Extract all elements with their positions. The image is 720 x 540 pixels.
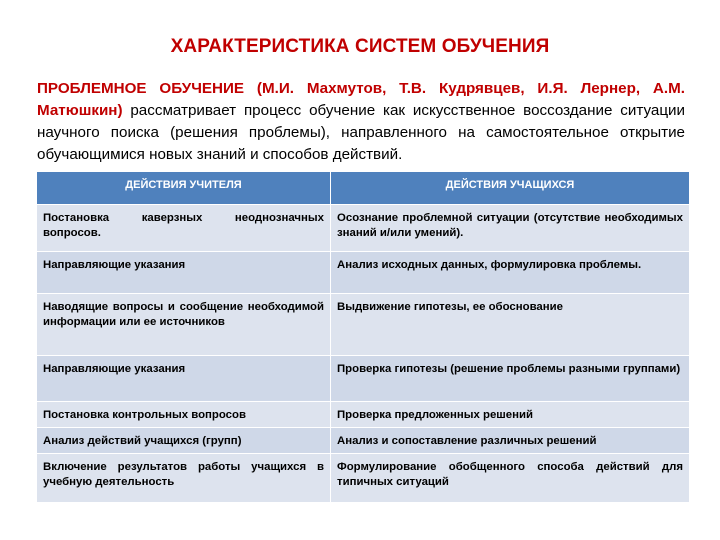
table-row: [37, 252, 690, 294]
header-teacher-actions: ДЕЙСТВИЯ УЧИТЕЛЯ: [37, 172, 331, 205]
student-action-cell: Анализ исходных данных, формулировка проблемы.: [331, 252, 690, 294]
teacher-action-cell: Анализ действий учащихся (групп): [37, 428, 331, 454]
student-action-cell: Проверка предложенных решений: [331, 402, 690, 428]
header-student-actions: ДЕЙСТВИЯ УЧАЩИХСЯ: [331, 172, 690, 205]
teacher-action-cell: Направляющие указания: [37, 356, 331, 402]
table-row: [37, 294, 690, 356]
table-row: [37, 428, 690, 454]
page-title: ХАРАКТЕРИСТИКА СИСТЕМ ОБУЧЕНИЯ: [170, 36, 550, 57]
intro-paragraph: [37, 78, 685, 166]
student-action-cell: Анализ и сопоставление различных решений: [331, 428, 690, 454]
table-row: [37, 402, 690, 428]
table-header-row: [37, 172, 690, 205]
student-action-cell: Осознание проблемной ситуации (отсутствие необходимых знаний и/или умений).: [331, 205, 690, 252]
student-action-cell: Выдвижение гипотезы, ее обоснование: [331, 294, 690, 356]
table-row: [37, 205, 690, 252]
intro-text: рассматривает процесс обучение как искусственное воссоздание ситуации научного поиска (решения проблемы), направленного на самостоятельное открытие обучающимися новых знаний и способов действий.: [37, 102, 685, 163]
teacher-action-cell: Наводящие вопросы и сообщение необходимой информации или ее источников: [37, 294, 331, 356]
teacher-action-cell: Включение результатов работы учащихся в учебную деятельность: [37, 454, 331, 503]
intro-highlight: ПРОБЛЕМНОЕ ОБУЧЕНИЕ (М.И. Махмутов, Т.В. Кудрявцев, И.Я. Лернер, А.М. Матюшкин): [37, 80, 685, 119]
teacher-action-cell: Постановка каверзных неоднозначных вопросов.: [37, 205, 331, 252]
teacher-action-cell: Постановка контрольных вопросов: [37, 402, 331, 428]
actions-table: [36, 171, 690, 503]
student-action-cell: Формулирование обобщенного способа действий для типичных ситуаций: [331, 454, 690, 503]
teacher-action-cell: Направляющие указания: [37, 252, 331, 294]
table-row: [37, 454, 690, 503]
table-row: [37, 356, 690, 402]
student-action-cell: Проверка гипотезы (решение проблемы разными группами): [331, 356, 690, 402]
